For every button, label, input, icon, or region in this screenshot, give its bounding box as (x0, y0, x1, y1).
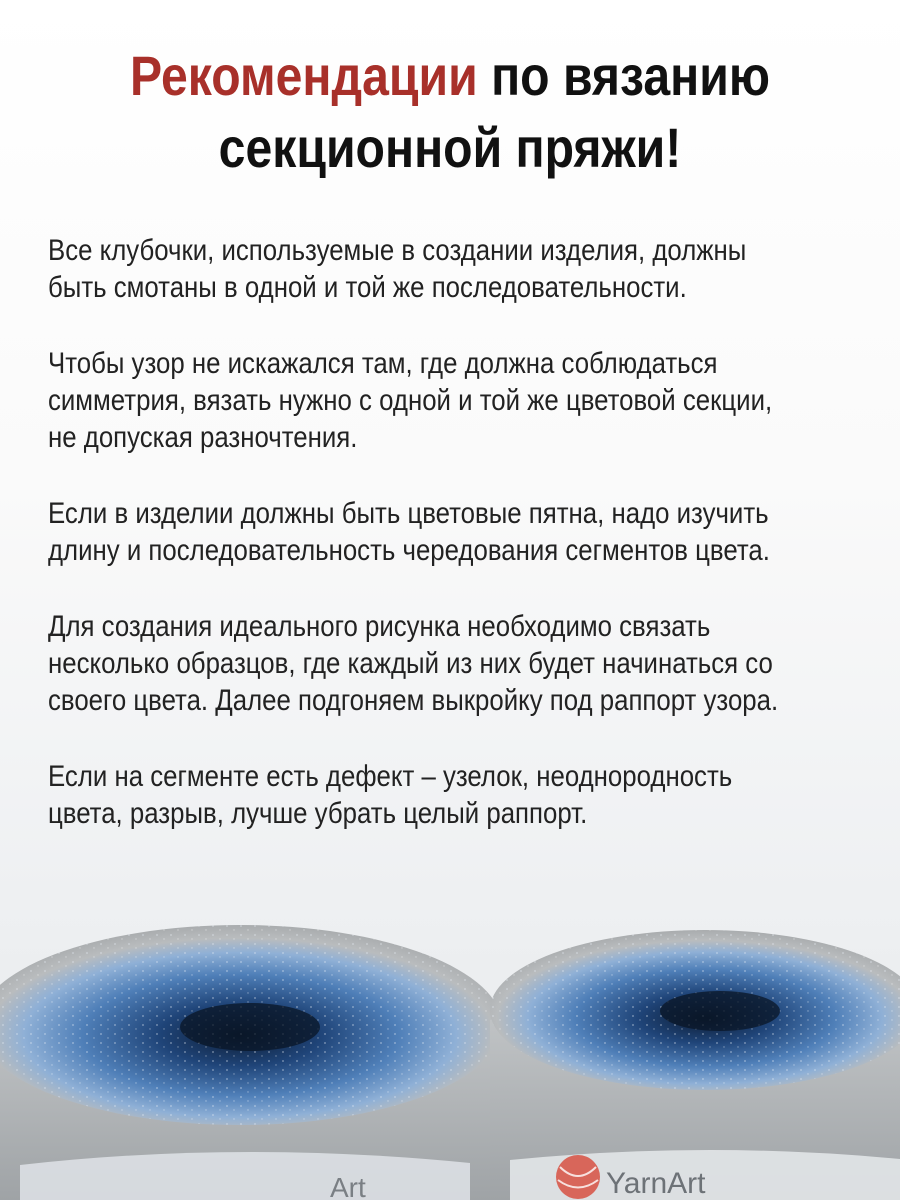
yarn-illustration (0, 915, 900, 1200)
yarn-cakes-photo (0, 915, 900, 1200)
paragraph-2 (48, 345, 856, 456)
label-brand-left: Art (330, 1172, 366, 1200)
paragraph-line: Если на сегменте есть дефект – узелок, неоднородность (48, 760, 733, 793)
paragraph-line: Все клубочки, используемые в создании изделия, должны (48, 234, 747, 267)
paragraph-3 (48, 495, 856, 569)
paragraph-line: длину и последовательность чередования сегментов цвета. (48, 534, 770, 567)
yarn-cake-right (490, 930, 900, 1200)
paragraph-line: своего цвета. Далее подгоняем выкройку под раппорт узора. (48, 684, 779, 717)
title-rest: по вязанию (477, 44, 770, 107)
paragraph-line: симметрия, вязать нужно с одной и той же цветовой секции, (48, 384, 773, 417)
label-brand-right: YarnArt (606, 1167, 706, 1200)
title-line-2: секционной пряжи! (218, 116, 682, 179)
yarn-cake-left (0, 925, 502, 1200)
paragraph-line: цвета, разрыв, лучше убрать целый раппорт. (48, 797, 588, 830)
page-title (63, 40, 837, 184)
paragraph-line: Если в изделии должны быть цветовые пятна, надо изучить (48, 497, 769, 530)
title-accent: Рекомендации (130, 44, 478, 107)
paragraph-5 (48, 758, 856, 832)
paragraph-1 (48, 232, 856, 306)
paragraph-4 (48, 608, 856, 719)
recommendations-text (48, 232, 856, 871)
paragraph-line: не допуская разночтения. (48, 421, 358, 454)
paragraph-line: быть смотаны в одной и той же последовательности. (48, 271, 687, 304)
paragraph-line: Для создания идеального рисунка необходимо связать (48, 610, 711, 643)
paragraph-line: несколько образцов, где каждый из них будет начинаться со (48, 647, 773, 680)
paragraph-line: Чтобы узор не искажался там, где должна соблюдаться (48, 347, 718, 380)
